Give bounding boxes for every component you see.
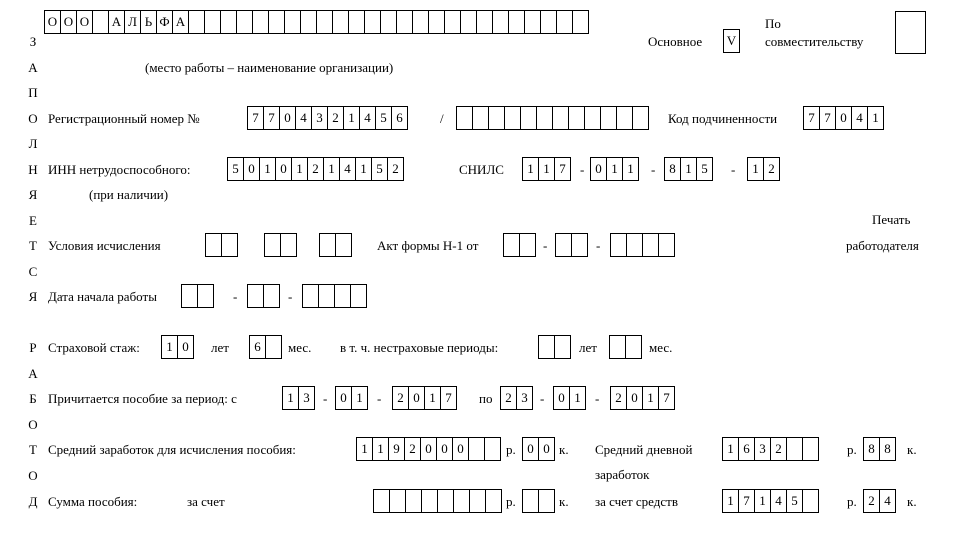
form-cell[interactable]: 1 [372, 437, 389, 461]
form-cell[interactable] [188, 10, 205, 34]
form-cell[interactable]: 0 [275, 157, 292, 181]
form-cell[interactable] [350, 284, 367, 308]
form-cell[interactable] [263, 284, 280, 308]
form-cell[interactable] [389, 489, 406, 513]
org-caption: (место работы – наименование организации) [145, 60, 394, 75]
stamp-label-1: Печать [872, 212, 911, 227]
vertical-letter: Я [28, 289, 38, 304]
form-cell[interactable]: 9 [388, 437, 405, 461]
snils-group-4[interactable] [747, 157, 779, 181]
form-cell[interactable] [204, 10, 221, 34]
daily-earnings-label-1: Средний дневной [595, 442, 693, 457]
form-cell[interactable] [484, 437, 501, 461]
form-cell[interactable] [584, 106, 601, 130]
funds-kop-unit: к. [907, 494, 917, 509]
nonins-label: в т. ч. нестраховые периоды: [340, 340, 499, 355]
funds-kop-cells[interactable] [863, 489, 895, 513]
form-cell[interactable] [568, 106, 585, 130]
form-cell[interactable] [334, 284, 351, 308]
funds-rub-cells[interactable] [722, 489, 818, 513]
form-cell[interactable]: 7 [658, 386, 675, 410]
form-cell[interactable] [572, 10, 589, 34]
start-month-cells[interactable] [247, 284, 279, 308]
form-cell[interactable] [469, 489, 486, 513]
vertical-letter: Н [28, 162, 38, 177]
form-cell[interactable]: 1 [747, 157, 764, 181]
form-cell[interactable] [444, 10, 461, 34]
nonins-months-cells[interactable] [609, 335, 641, 359]
form-cell[interactable] [555, 233, 572, 257]
form-cell[interactable]: 1 [642, 386, 659, 410]
form-cell[interactable] [536, 106, 553, 130]
form-cell[interactable]: 7 [263, 106, 280, 130]
act-year-cells[interactable] [610, 233, 674, 257]
form-cell[interactable] [468, 437, 485, 461]
form-cell[interactable]: 2 [500, 386, 517, 410]
vertical-letter: А [28, 60, 38, 75]
form-cell[interactable]: 0 [538, 437, 555, 461]
form-cell[interactable] [335, 233, 352, 257]
form-cell[interactable]: 0 [177, 335, 194, 359]
form-cell[interactable] [396, 10, 413, 34]
form-cell[interactable]: 1 [606, 157, 623, 181]
form-cell[interactable] [421, 489, 438, 513]
stamp-label-2: работодателя [846, 238, 919, 253]
form-cell[interactable] [181, 284, 198, 308]
form-cell[interactable] [373, 489, 390, 513]
form-cell[interactable] [658, 233, 675, 257]
snils-dash-3: - [731, 162, 736, 177]
form-cell[interactable]: 3 [311, 106, 328, 130]
form-cell[interactable]: 2 [404, 437, 421, 461]
form-cell[interactable] [319, 233, 336, 257]
form-cell[interactable] [405, 489, 422, 513]
form-cell[interactable]: 4 [879, 489, 896, 513]
insurance-years-unit: лет [211, 340, 229, 355]
form-cell[interactable]: 6 [738, 437, 755, 461]
sum-rub-unit: р. [506, 494, 516, 509]
avg-rub-unit: р. [506, 442, 516, 457]
form-cell[interactable] [556, 10, 573, 34]
form-cell[interactable] [221, 233, 238, 257]
period-from-year[interactable] [392, 386, 456, 410]
sum-label: Сумма пособия: [48, 494, 138, 509]
vertical-letter: Л [28, 136, 38, 151]
form-cell[interactable] [220, 10, 237, 34]
form-cell[interactable]: 1 [351, 386, 368, 410]
form-cell[interactable]: 1 [622, 157, 639, 181]
form-cell[interactable]: 4 [770, 489, 787, 513]
act-day-cells[interactable] [503, 233, 535, 257]
insurance-months-cells[interactable] [249, 335, 265, 359]
vertical-letter: Т [29, 442, 37, 457]
sum-account-label: за счет [187, 494, 225, 509]
period-from-month[interactable] [335, 386, 367, 410]
vertical-letter: А [28, 366, 38, 381]
form-cell[interactable] [348, 10, 365, 34]
form-cell[interactable]: 1 [424, 386, 441, 410]
avg-rub-cells[interactable] [356, 437, 500, 461]
form-cell[interactable]: 1 [569, 386, 586, 410]
form-cell[interactable]: 0 [590, 157, 607, 181]
form-cell[interactable]: 0 [553, 386, 570, 410]
form-cell[interactable] [519, 233, 536, 257]
registration-number-cells[interactable] [247, 106, 407, 130]
form-cell[interactable] [252, 10, 269, 34]
subordination-label: Код подчиненности [668, 111, 778, 126]
form-cell[interactable]: 2 [770, 437, 787, 461]
form-cell[interactable] [538, 489, 555, 513]
form-cell[interactable]: 5 [696, 157, 713, 181]
form-cell[interactable]: 8 [879, 437, 896, 461]
snils-group-3[interactable] [664, 157, 712, 181]
form-cell[interactable]: 0 [436, 437, 453, 461]
form-cell[interactable] [380, 10, 397, 34]
daily-earnings-label-2: заработок [595, 467, 650, 482]
avg-earnings-label: Средний заработок для исчисления пособия: [48, 442, 296, 457]
form-cell[interactable]: V [723, 29, 740, 53]
form-cell[interactable] [520, 106, 537, 130]
form-cell[interactable] [554, 335, 571, 359]
nonins-years-cells[interactable] [538, 335, 570, 359]
conditions-code-2[interactable] [264, 233, 296, 257]
form-cell[interactable]: 6 [249, 335, 266, 359]
period-from-day[interactable] [282, 386, 314, 410]
form-cell[interactable]: 7 [819, 106, 836, 130]
form-cell[interactable] [642, 233, 659, 257]
form-cell[interactable]: 4 [851, 106, 868, 130]
sum-rub-cells[interactable] [373, 489, 501, 513]
form-cell[interactable]: 0 [452, 437, 469, 461]
start-dash-2: - [288, 289, 293, 304]
form-cell[interactable] [600, 106, 617, 130]
subordination-code-cells[interactable] [803, 106, 883, 130]
form-cell[interactable] [488, 106, 505, 130]
vertical-letter: П [28, 85, 38, 100]
registration-extra-cells[interactable] [456, 106, 648, 130]
conditions-label: Условия исчисления [48, 238, 161, 253]
form-cell[interactable] [625, 335, 642, 359]
form-cell[interactable] [571, 233, 588, 257]
period-to-year[interactable] [610, 386, 674, 410]
main-employment-checkbox[interactable] [723, 29, 739, 53]
vertical-letter: Е [29, 213, 37, 228]
form-cell[interactable] [485, 489, 502, 513]
insurance-label: Страховой стаж: [48, 340, 140, 355]
vertical-letter: С [28, 264, 38, 279]
part-time-label-2: совместительству [765, 34, 864, 49]
vertical-letter: О [28, 417, 38, 432]
period-dash-2: - [377, 391, 382, 406]
form-cell[interactable]: 8 [664, 157, 681, 181]
form-cell[interactable]: 0 [522, 437, 539, 461]
form-cell[interactable] [609, 335, 626, 359]
form-cell[interactable]: 1 [722, 489, 739, 513]
period-to-month[interactable] [553, 386, 585, 410]
form-cell[interactable]: 2 [610, 386, 627, 410]
form-cell[interactable] [280, 233, 297, 257]
vertical-letter: Т [29, 238, 37, 253]
act-dash-1: - [543, 238, 548, 253]
conditions-code-1[interactable] [205, 233, 237, 257]
form-cell[interactable]: 0 [835, 106, 852, 130]
daily-rub-unit: р. [847, 442, 857, 457]
form-cell[interactable] [332, 10, 349, 34]
form-cell[interactable] [786, 437, 803, 461]
start-date-label: Дата начала работы [48, 289, 157, 304]
snils-dash-2: - [651, 162, 656, 177]
vertical-letter: Р [29, 340, 37, 355]
form-cell[interactable]: 7 [803, 106, 820, 130]
form-cell[interactable] [364, 10, 381, 34]
form-cell[interactable] [472, 106, 489, 130]
act-dash-2: - [596, 238, 601, 253]
form-cell[interactable]: 1 [754, 489, 771, 513]
inn-note: (при наличии) [89, 187, 169, 202]
form-cell[interactable] [538, 335, 555, 359]
form-cell[interactable]: 2 [863, 489, 880, 513]
vertical-letter: Д [28, 494, 38, 509]
start-day-cells[interactable] [181, 284, 213, 308]
vertical-letter: Я [28, 187, 38, 202]
form-cell[interactable] [428, 10, 445, 34]
form-cell[interactable]: 1 [282, 386, 299, 410]
form-cell[interactable] [524, 10, 541, 34]
form-cell[interactable]: 1 [323, 157, 340, 181]
form-cell[interactable] [632, 106, 649, 130]
org-name-cells[interactable] [44, 10, 588, 34]
form-cell[interactable]: 3 [516, 386, 533, 410]
period-label: Причитается пособие за период: с [48, 391, 237, 406]
form-cell[interactable]: 3 [298, 386, 315, 410]
snils-group-1[interactable] [522, 157, 570, 181]
funds-label: за счет средств [595, 494, 678, 509]
period-to-day[interactable] [500, 386, 532, 410]
snils-label: СНИЛС [459, 162, 504, 177]
form-cell[interactable]: 4 [359, 106, 376, 130]
snils-group-2[interactable] [590, 157, 638, 181]
form-cell[interactable] [626, 233, 643, 257]
form-cell[interactable]: 7 [738, 489, 755, 513]
form-cell[interactable] [802, 489, 819, 513]
form-cell[interactable] [456, 106, 473, 130]
inn-label: ИНН нетрудоспособного: [48, 162, 191, 177]
form-cell[interactable]: О [60, 10, 77, 34]
insurance-months-unit: мес. [288, 340, 312, 355]
registration-slash: / [440, 111, 444, 126]
form-cell[interactable] [492, 10, 509, 34]
form-cell[interactable] [316, 10, 333, 34]
form-cell[interactable] [302, 284, 319, 308]
form-cell[interactable] [318, 284, 335, 308]
form-cell[interactable]: 1 [161, 335, 178, 359]
form-cell[interactable]: 1 [680, 157, 697, 181]
form-cell[interactable]: А [108, 10, 125, 34]
form-cell[interactable] [504, 106, 521, 130]
nonins-months-unit: мес. [649, 340, 673, 355]
form-cell[interactable]: 1 [522, 157, 539, 181]
form-cell[interactable]: 1 [291, 157, 308, 181]
form-cell[interactable] [616, 106, 633, 130]
form-cell[interactable]: О [76, 10, 93, 34]
form-cell[interactable]: 4 [339, 157, 356, 181]
form-cell[interactable]: 2 [392, 386, 409, 410]
form-cell[interactable]: 1 [259, 157, 276, 181]
form-cell[interactable] [508, 10, 525, 34]
form-cell[interactable] [610, 233, 627, 257]
form-cell[interactable]: 0 [626, 386, 643, 410]
form-cell[interactable]: 1 [356, 437, 373, 461]
form-cell[interactable]: Ь [140, 10, 157, 34]
sum-kop-unit: к. [559, 494, 569, 509]
part-time-checkbox[interactable] [895, 11, 926, 54]
period-to-label: по [479, 391, 493, 406]
form-cell[interactable]: 2 [327, 106, 344, 130]
avg-kop-unit: к. [559, 442, 569, 457]
form-cell[interactable]: 8 [863, 437, 880, 461]
form-cell[interactable]: 5 [786, 489, 803, 513]
form-cell[interactable]: 7 [440, 386, 457, 410]
form-cell[interactable]: 0 [420, 437, 437, 461]
daily-rub-cells[interactable] [722, 437, 818, 461]
form-cell[interactable]: 0 [243, 157, 260, 181]
vertical-letter: З [29, 34, 37, 49]
form-cell[interactable] [264, 233, 281, 257]
registration-label: Регистрационный номер № [48, 111, 200, 126]
start-dash-1: - [233, 289, 238, 304]
form-cell[interactable]: 0 [335, 386, 352, 410]
form-cell[interactable]: 1 [722, 437, 739, 461]
form-cell[interactable] [92, 10, 109, 34]
form-cell[interactable]: 3 [754, 437, 771, 461]
avg-kop-cells[interactable] [522, 437, 554, 461]
form-cell[interactable]: 1 [538, 157, 555, 181]
sum-kop-cells[interactable] [522, 489, 554, 513]
form-cell[interactable] [503, 233, 520, 257]
form-cell[interactable]: 1 [355, 157, 372, 181]
part-time-label-1: По [765, 16, 781, 31]
snils-dash-1: - [580, 162, 585, 177]
form-cell[interactable]: 0 [408, 386, 425, 410]
form-cell[interactable] [205, 233, 222, 257]
form-cell[interactable]: 7 [554, 157, 571, 181]
form-cell[interactable]: 5 [371, 157, 388, 181]
vertical-letter: О [28, 468, 38, 483]
form-cell[interactable]: Ф [156, 10, 173, 34]
form-cell[interactable] [268, 10, 285, 34]
form-cell[interactable] [412, 10, 429, 34]
form-cell[interactable] [197, 284, 214, 308]
form-cell[interactable] [453, 489, 470, 513]
form-cell[interactable] [236, 10, 253, 34]
vertical-letter: О [28, 111, 38, 126]
vertical-letter: Б [29, 391, 37, 406]
form-cell[interactable]: 6 [391, 106, 408, 130]
nonins-years-unit: лет [579, 340, 597, 355]
insurance-years-cells[interactable] [161, 335, 193, 359]
form-cell[interactable] [522, 489, 539, 513]
form-cell[interactable]: 1 [343, 106, 360, 130]
form-cell[interactable]: 1 [867, 106, 884, 130]
form-cell[interactable] [802, 437, 819, 461]
period-dash-3: - [540, 391, 545, 406]
form-cell[interactable]: 0 [279, 106, 296, 130]
form-cell[interactable] [247, 284, 264, 308]
form-cell[interactable]: 5 [227, 157, 244, 181]
period-dash-1: - [323, 391, 328, 406]
daily-kop-unit: к. [907, 442, 917, 457]
insurance-months-cell-2[interactable] [265, 335, 282, 359]
form-cell[interactable]: О [44, 10, 61, 34]
form-cell[interactable]: 4 [295, 106, 312, 130]
inn-cells[interactable] [227, 157, 403, 181]
form-cell[interactable] [437, 489, 454, 513]
form-cell[interactable] [476, 10, 493, 34]
act-label: Акт формы Н-1 от [377, 238, 479, 253]
form-cell[interactable] [552, 106, 569, 130]
form-cell[interactable]: 2 [763, 157, 780, 181]
form-cell[interactable] [284, 10, 301, 34]
form-cell[interactable]: Л [124, 10, 141, 34]
form-cell[interactable] [300, 10, 317, 34]
form-cell[interactable]: 5 [375, 106, 392, 130]
funds-rub-unit: р. [847, 494, 857, 509]
form-cell[interactable]: 7 [247, 106, 264, 130]
form-cell[interactable] [460, 10, 477, 34]
form-cell[interactable] [540, 10, 557, 34]
conditions-code-3[interactable] [319, 233, 351, 257]
main-employment-label: Основное [648, 34, 703, 49]
period-dash-4: - [595, 391, 600, 406]
act-month-cells[interactable] [555, 233, 587, 257]
daily-kop-cells[interactable] [863, 437, 895, 461]
start-year-cells[interactable] [302, 284, 366, 308]
form-cell[interactable]: А [172, 10, 189, 34]
form-cell[interactable]: 2 [307, 157, 324, 181]
form-cell[interactable]: 2 [387, 157, 404, 181]
